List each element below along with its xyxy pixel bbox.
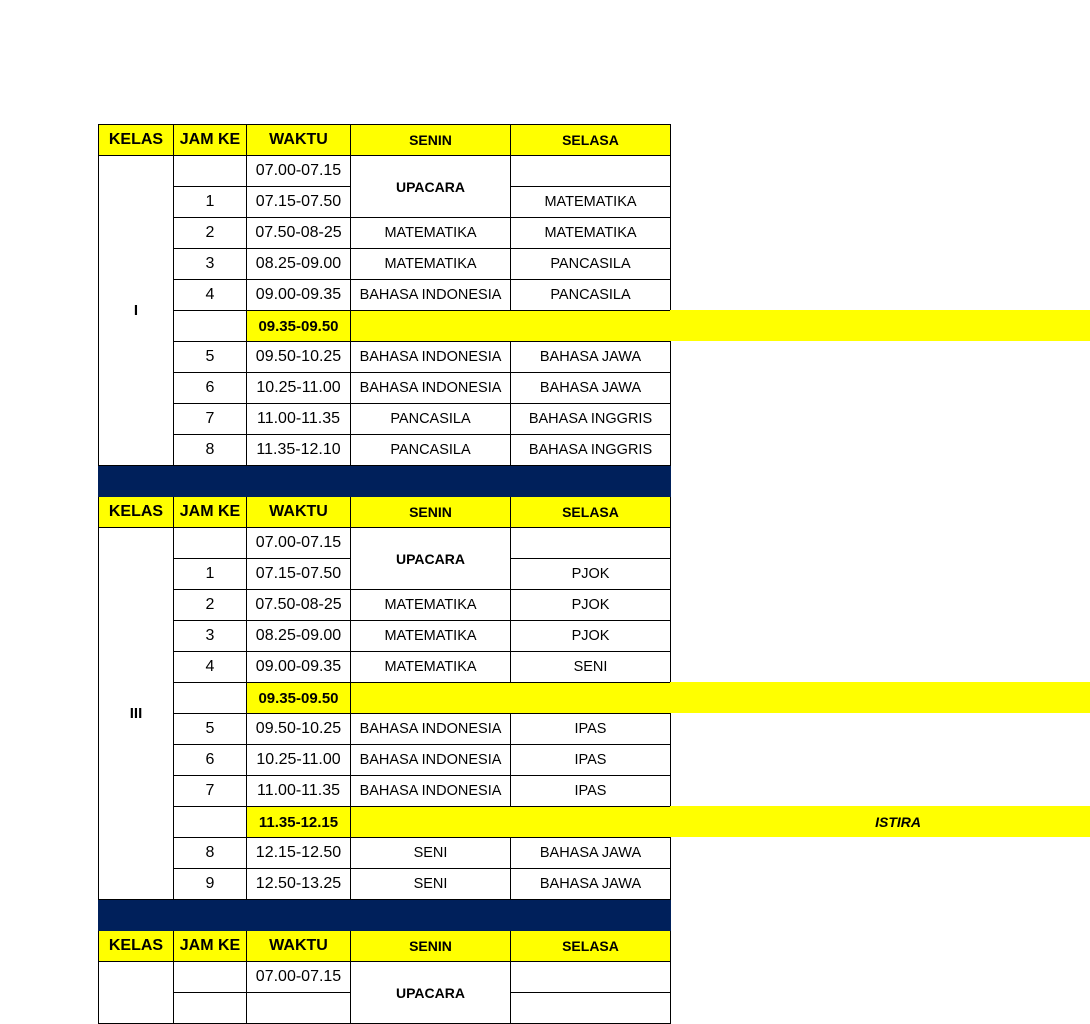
senin-cell: BAHASA INDONESIA (351, 776, 511, 807)
waktu-cell: 10.25-11.00 (247, 745, 351, 776)
break-waktu-cell: 09.35-09.50 (247, 683, 351, 714)
senin-cell: BAHASA INDONESIA (351, 373, 511, 404)
senin-cell: BAHASA INDONESIA (351, 280, 511, 311)
header-selasa: SELASA (511, 125, 671, 156)
waktu-cell: 09.00-09.35 (247, 280, 351, 311)
table-row (99, 962, 671, 993)
waktu-cell: 07.15-07.50 (247, 187, 351, 218)
selasa-cell (511, 962, 671, 993)
jam-cell-empty (174, 311, 247, 342)
waktu-cell: 07.50-08-25 (247, 590, 351, 621)
jam-cell: 7 (174, 404, 247, 435)
jam-cell (174, 156, 247, 187)
waktu-cell: 09.00-09.35 (247, 652, 351, 683)
separator-bar (99, 900, 671, 931)
waktu-cell: 11.35-12.10 (247, 435, 351, 466)
break-waktu-cell: 09.35-09.50 (247, 311, 351, 342)
header-selasa: SELASA (511, 497, 671, 528)
break-row (99, 311, 671, 342)
jam-cell (174, 528, 247, 559)
waktu-cell: 07.50-08-25 (247, 218, 351, 249)
break-band (351, 311, 671, 342)
selasa-cell: BAHASA JAWA (511, 869, 671, 900)
section-separator (99, 466, 671, 497)
jam-cell: 9 (174, 869, 247, 900)
table-row (99, 528, 671, 559)
table-row (99, 621, 671, 652)
jam-cell-empty (174, 683, 247, 714)
waktu-cell-empty (247, 993, 351, 1024)
selasa-cell-empty (511, 993, 671, 1024)
selasa-cell (511, 528, 671, 559)
senin-cell: PANCASILA (351, 404, 511, 435)
waktu-cell: 10.25-11.00 (247, 373, 351, 404)
waktu-cell: 07.00-07.15 (247, 528, 351, 559)
senin-cell: BAHASA INDONESIA (351, 714, 511, 745)
jam-cell: 3 (174, 621, 247, 652)
schedule-sheet (98, 124, 998, 1001)
jam-cell: 4 (174, 280, 247, 311)
selasa-cell: MATEMATIKA (511, 218, 671, 249)
break-row (99, 683, 671, 714)
jam-cell (174, 962, 247, 993)
selasa-cell: SENI (511, 652, 671, 683)
jam-cell: 3 (174, 249, 247, 280)
senin-cell: MATEMATIKA (351, 652, 511, 683)
table-row (99, 714, 671, 745)
selasa-cell: PANCASILA (511, 280, 671, 311)
selasa-cell (511, 156, 671, 187)
header-row (99, 497, 671, 528)
header-kelas: KELAS (99, 497, 174, 528)
header-senin: SENIN (351, 931, 511, 962)
senin-cell: MATEMATIKA (351, 590, 511, 621)
senin-cell: MATEMATIKA (351, 218, 511, 249)
section-separator (99, 900, 671, 931)
selasa-cell: PANCASILA (511, 249, 671, 280)
header-waktu: WAKTU (247, 931, 351, 962)
selasa-cell: BAHASA INGGRIS (511, 404, 671, 435)
selasa-cell: BAHASA JAWA (511, 838, 671, 869)
header-kelas: KELAS (99, 125, 174, 156)
waktu-cell: 09.50-10.25 (247, 714, 351, 745)
jam-cell: 8 (174, 435, 247, 466)
senin-cell: SENI (351, 869, 511, 900)
break-band-extension (670, 310, 1090, 341)
kelas-cell: I (99, 156, 174, 466)
jam-cell: 6 (174, 745, 247, 776)
kelas-cell (99, 962, 174, 1024)
selasa-cell: PJOK (511, 621, 671, 652)
senin-cell: PANCASILA (351, 435, 511, 466)
waktu-cell: 07.15-07.50 (247, 559, 351, 590)
waktu-cell: 12.15-12.50 (247, 838, 351, 869)
waktu-cell: 09.50-10.25 (247, 342, 351, 373)
header-row (99, 125, 671, 156)
table-row (99, 342, 671, 373)
header-selasa: SELASA (511, 931, 671, 962)
waktu-cell: 11.00-11.35 (247, 404, 351, 435)
selasa-cell: MATEMATIKA (511, 187, 671, 218)
waktu-cell: 08.25-09.00 (247, 621, 351, 652)
header-jam-ke: JAM KE (174, 125, 247, 156)
waktu-cell: 08.25-09.00 (247, 249, 351, 280)
selasa-cell: IPAS (511, 745, 671, 776)
jam-cell: 2 (174, 218, 247, 249)
header-jam-ke: JAM KE (174, 497, 247, 528)
waktu-cell: 12.50-13.25 (247, 869, 351, 900)
table-row (99, 869, 671, 900)
table-row (99, 745, 671, 776)
break-label: ISTIRA (875, 814, 921, 830)
break-band (351, 807, 921, 838)
table-row (99, 590, 671, 621)
table-row (99, 838, 671, 869)
selasa-cell: BAHASA JAWA (511, 373, 671, 404)
selasa-cell: IPAS (511, 776, 671, 807)
header-waktu: WAKTU (247, 497, 351, 528)
header-senin: SENIN (351, 125, 511, 156)
waktu-cell: 11.00-11.35 (247, 776, 351, 807)
break-band-extension (670, 682, 1090, 713)
table-row (99, 280, 671, 311)
schedule-table (98, 124, 921, 1024)
table-row (99, 652, 671, 683)
table-row (99, 249, 671, 280)
jam-cell: 4 (174, 652, 247, 683)
jam-cell-empty (174, 807, 247, 838)
selasa-cell: PJOK (511, 590, 671, 621)
jam-cell: 2 (174, 590, 247, 621)
selasa-cell: IPAS (511, 714, 671, 745)
jam-cell: 1 (174, 187, 247, 218)
senin-cell: MATEMATIKA (351, 621, 511, 652)
selasa-cell: PJOK (511, 559, 671, 590)
upacara-cell: UPACARA (351, 156, 511, 218)
break-row (99, 807, 671, 838)
senin-cell: MATEMATIKA (351, 249, 511, 280)
upacara-cell: UPACARA (351, 528, 511, 590)
table-row (99, 776, 671, 807)
jam-cell: 5 (174, 714, 247, 745)
break-band (351, 683, 671, 714)
table-row (99, 435, 671, 466)
header-jam-ke: JAM KE (174, 931, 247, 962)
header-waktu: WAKTU (247, 125, 351, 156)
senin-cell: BAHASA INDONESIA (351, 745, 511, 776)
selasa-cell: BAHASA JAWA (511, 342, 671, 373)
header-row (99, 931, 671, 962)
table-row (99, 156, 671, 187)
jam-cell: 1 (174, 559, 247, 590)
jam-cell: 5 (174, 342, 247, 373)
selasa-cell: BAHASA INGGRIS (511, 435, 671, 466)
jam-cell-empty (174, 993, 247, 1024)
jam-cell: 7 (174, 776, 247, 807)
header-senin: SENIN (351, 497, 511, 528)
kelas-cell: III (99, 528, 174, 900)
jam-cell: 8 (174, 838, 247, 869)
waktu-cell: 07.00-07.15 (247, 156, 351, 187)
senin-cell: SENI (351, 838, 511, 869)
separator-bar (99, 466, 671, 497)
header-kelas: KELAS (99, 931, 174, 962)
jam-cell: 6 (174, 373, 247, 404)
table-row (99, 373, 671, 404)
table-row (99, 404, 671, 435)
senin-cell: BAHASA INDONESIA (351, 342, 511, 373)
break-waktu-cell: 11.35-12.15 (247, 807, 351, 838)
upacara-cell: UPACARA (351, 962, 511, 1024)
table-row (99, 218, 671, 249)
waktu-cell: 07.00-07.15 (247, 962, 351, 993)
